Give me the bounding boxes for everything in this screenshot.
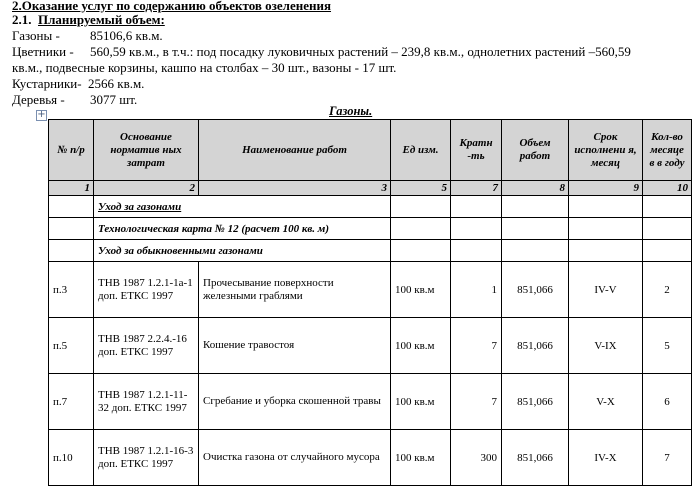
cell-months: 6 [643,374,692,430]
table-title: Газоны. [329,104,373,118]
table-row [49,318,692,374]
col-number: 8 [502,181,569,196]
col-header-name: Наименование работ [199,120,391,181]
cell-unit: 100 кв.м [391,318,451,374]
lawns-table [48,119,692,486]
flowerbeds-line-2: кв.м., подвесные корзины, кашпо на столбах – 30 шт., вазоны - 17 шт. [12,60,397,75]
col-number: 9 [569,181,643,196]
cell-volume: 851,066 [502,430,569,486]
cell-no: п.7 [49,374,94,430]
section-row [49,240,692,262]
col-header-basis: Основание норматив ных затрат [94,120,199,181]
col-number: 1 [49,181,94,196]
cell-multiplicity: 1 [451,262,502,318]
cell-work-name: Кошение травостоя [199,318,391,374]
cell-work-name: Очистка газона от случайного мусора [199,430,391,486]
column-number-row [49,181,692,196]
section-row [49,218,692,240]
table-row [49,430,692,486]
shrubs-label: Кустарники- [12,76,82,91]
cell-months: 2 [643,262,692,318]
trees-value: 3077 шт. [90,92,138,107]
col-number: 10 [643,181,692,196]
cell-basis: ТНВ 1987 1.2.1-1а-1 доп. ЕТКС 1997 [94,262,199,318]
cell-no: п.10 [49,430,94,486]
cell-basis: ТНВ 1987 2.2.4.-16 доп. ЕТКС 1997 [94,318,199,374]
table-move-handle-icon[interactable]: + [37,109,46,120]
subsection-title: Планируемый объем: [38,12,165,27]
cell-term: V-X [569,374,643,430]
trees-line [12,92,137,107]
cell-no: п.3 [49,262,94,318]
cell-work-name: Сгребание и уборка скошенной травы [199,374,391,430]
shrubs-line [12,76,144,91]
cell-unit: 100 кв.м [391,374,451,430]
cell-term: V-IX [569,318,643,374]
cell-multiplicity: 300 [451,430,502,486]
subsection-heading [12,12,165,27]
col-header-no: № п/р [49,120,94,181]
cell-unit: 100 кв.м [391,262,451,318]
section-heading: 2.Оказание услуг по содержанию объектов озеленения [12,0,332,13]
lawns-line [12,28,163,43]
section-title-ordinary-lawns: Уход за обыкновенными газонами [94,240,391,262]
table-row [49,374,692,430]
col-header-volume: Объем работ [502,120,569,181]
col-header-multiplicity: Кратн -ть [451,120,502,181]
col-number: 2 [94,181,199,196]
section-row [49,196,692,218]
section-title-lawn-care: Уход за газонами [94,196,391,218]
cell-no: п.5 [49,318,94,374]
table-header-row [49,120,692,181]
flowerbeds-label: Цветники - [12,44,74,59]
cell-months: 7 [643,430,692,486]
cell-multiplicity: 7 [451,318,502,374]
shrubs-value: 2566 кв.м. [88,76,145,91]
section-title-tech-card: Технологическая карта № 12 (расчет 100 кв. м) [94,218,391,240]
cell-basis: ТНВ 1987 1.2.1-11-32 доп. ЕТКС 1997 [94,374,199,430]
col-number: 7 [451,181,502,196]
table-row [49,262,692,318]
cell-basis: ТНВ 1987 1.2.1-16-3 доп. ЕТКС 1997 [94,430,199,486]
subsection-number: 2.1. [12,12,32,27]
col-header-term: Срок исполнени я, месяц [569,120,643,181]
cell-volume: 851,066 [502,262,569,318]
cell-term: IV-V [569,262,643,318]
cell-volume: 851,066 [502,318,569,374]
lawns-label: Газоны - [12,28,60,43]
col-header-months: Кол-во месяце в в году [643,120,692,181]
cell-term: IV-X [569,430,643,486]
cell-work-name: Прочесывание поверхности железными граблями [199,262,391,318]
cell-volume: 851,066 [502,374,569,430]
cell-multiplicity: 7 [451,374,502,430]
flowerbeds-line [12,44,631,59]
trees-label: Деревья - [12,92,65,107]
cell-months: 5 [643,318,692,374]
col-header-unit: Ед изм. [391,120,451,181]
col-number: 5 [391,181,451,196]
flowerbeds-text: 560,59 кв.м., в т.ч.: под посадку луковичных растений – 239,8 кв.м., однолетних растений –560,59 [90,44,631,59]
col-number: 3 [199,181,391,196]
cell-unit: 100 кв.м [391,430,451,486]
lawns-value: 85106,6 кв.м. [90,28,163,43]
